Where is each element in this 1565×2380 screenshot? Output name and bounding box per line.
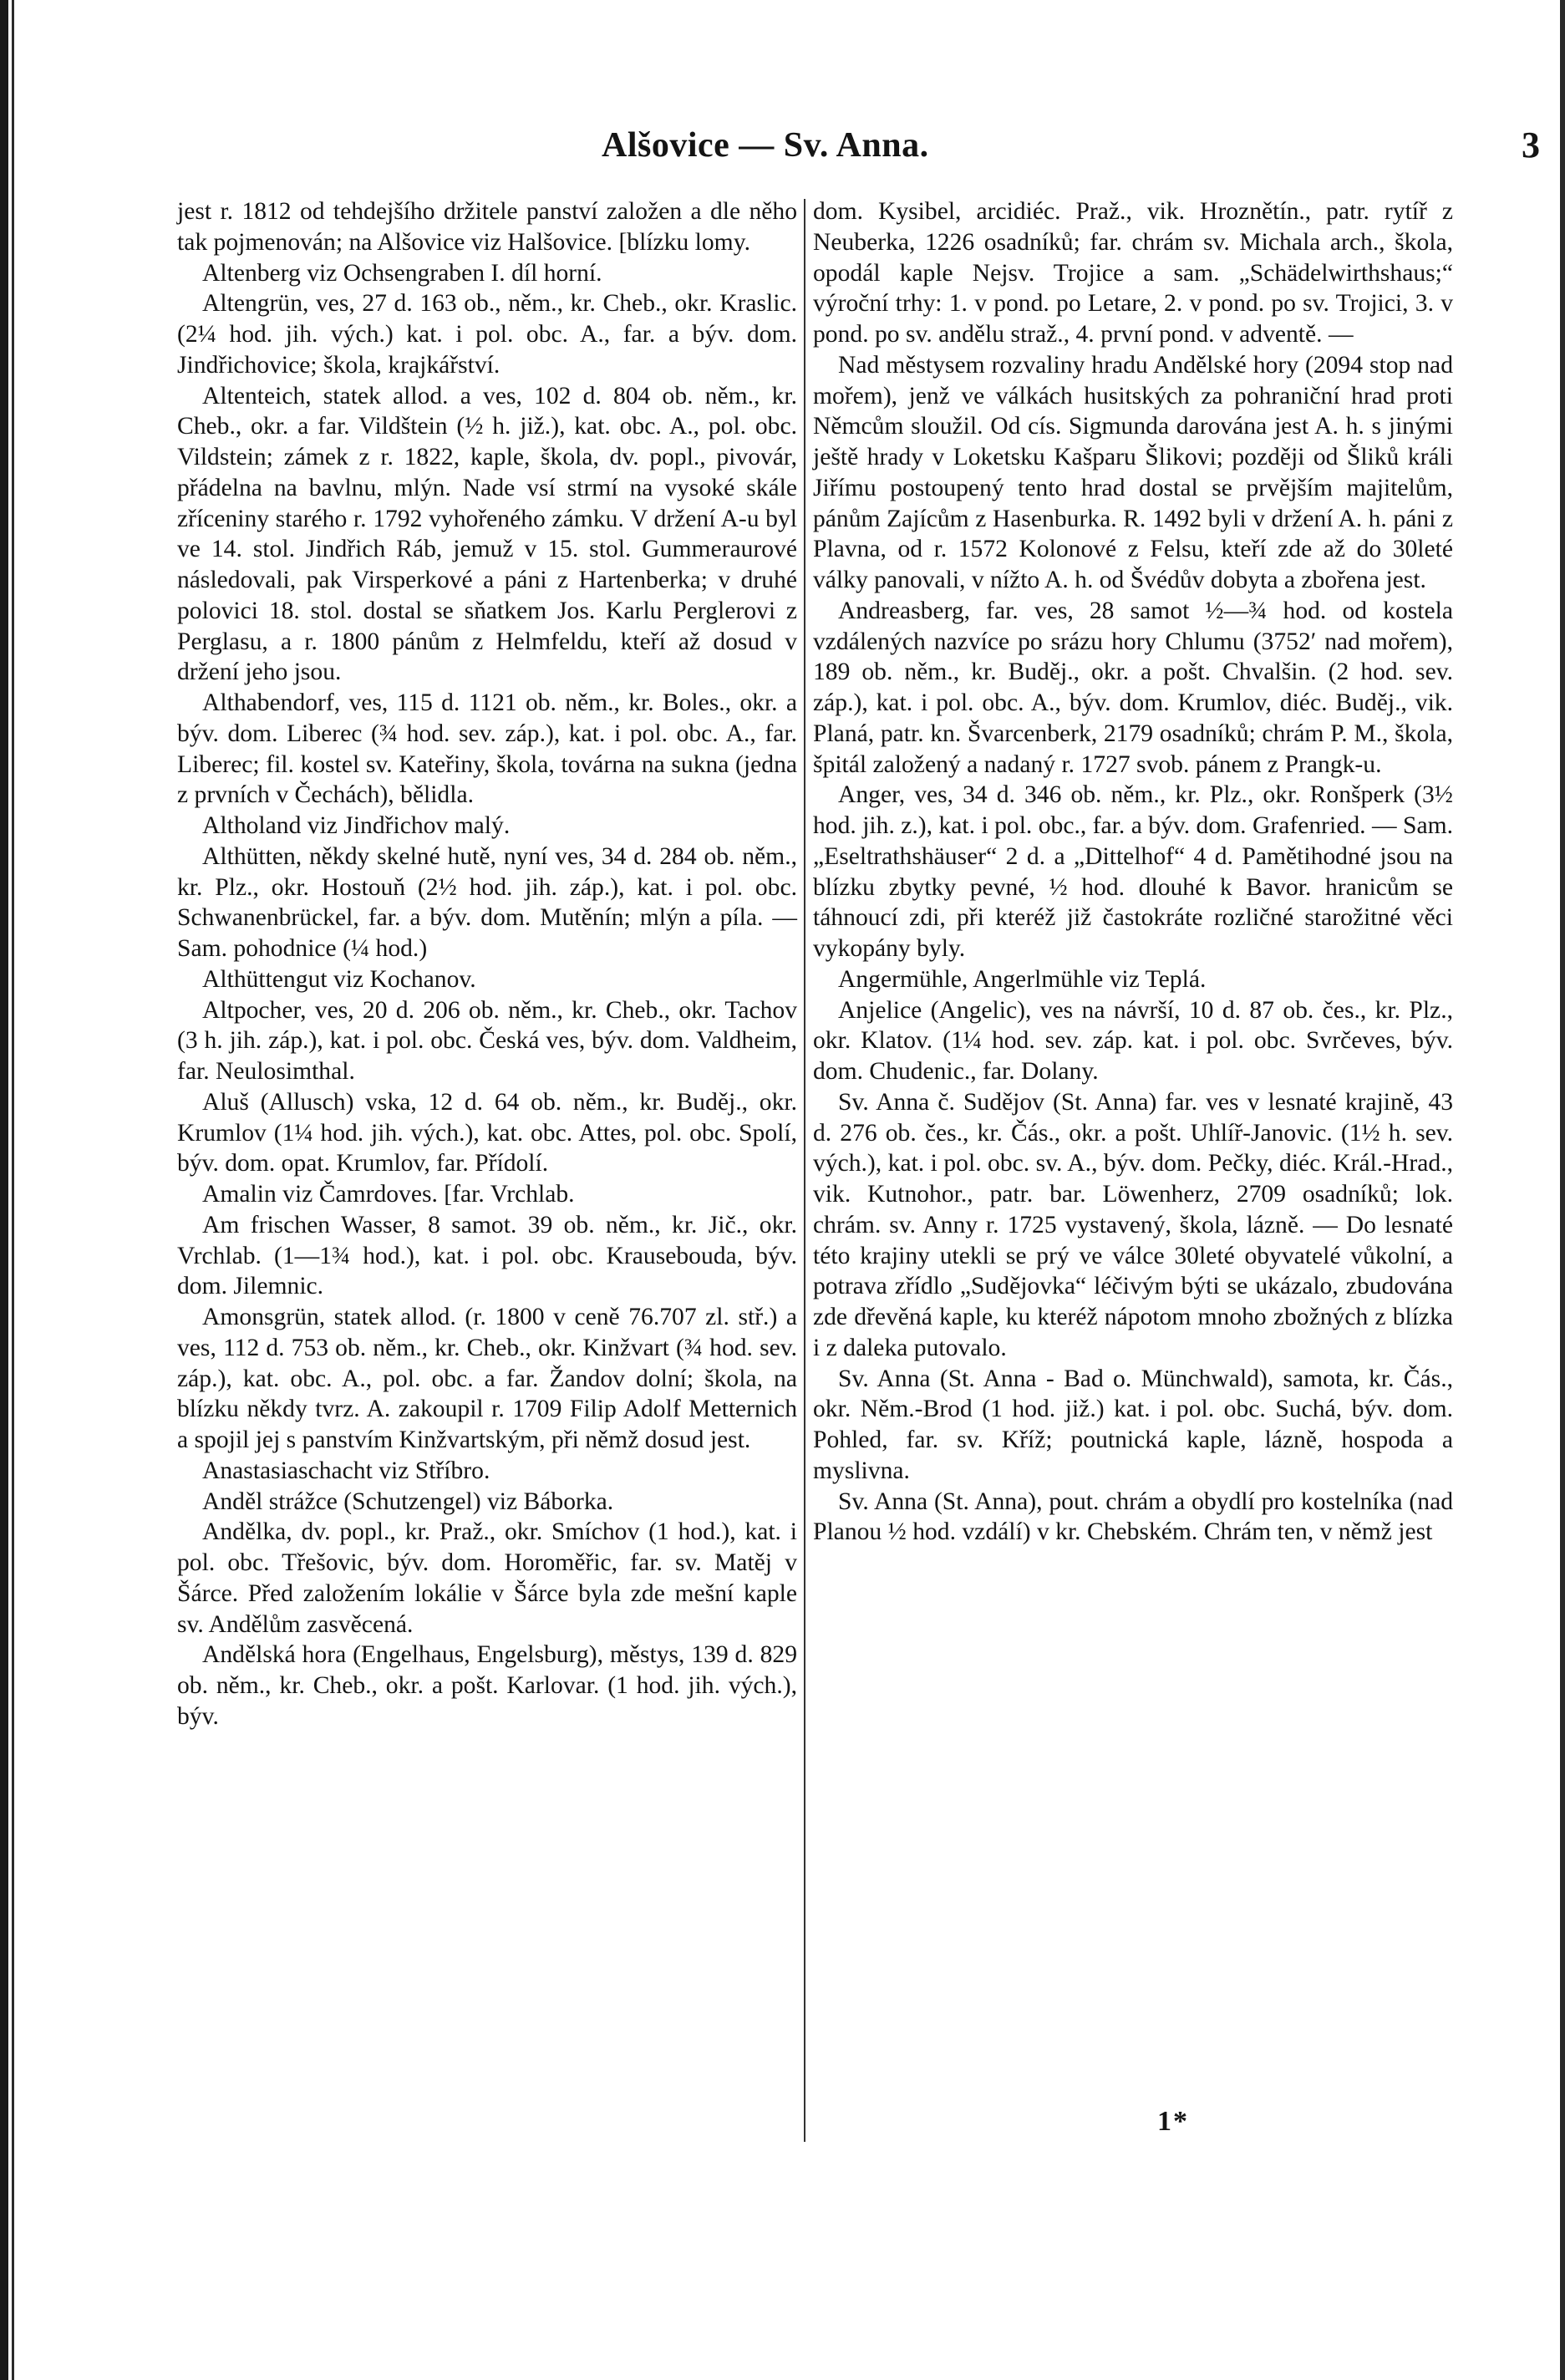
- entry-paragraph: Amonsgrün, statek allod. (r. 1800 v ceně 76.707 zl. stř.) a ves, 112 d. 753 ob. něm., kr. Cheb., okr. Kinžvart (¾ hod. sev. záp.), kat. obc. A., pol. obc. a far. Žandov dolní; škola, na blízku někdy tvrz. A. zakoupil r. 1709 Filip Adolf Metternich a spojil jej s panstvím Kinžvartským, při němž dosud jest.: [177, 1304, 797, 1453]
- entry-paragraph: Altengrün, ves, 27 d. 163 ob., něm., kr. Cheb., okr. Kraslic. (2¼ hod. jih. vých.) kat. i pol. obc. A., far. a býv. dom. Jindřichovice; škola, krajkářství.: [177, 290, 797, 379]
- entry-paragraph: Sv. Anna č. Sudějov (St. Anna) far. ves v lesnaté krajině, 43 d. 276 ob. čes., kr. Čás., okr. a pošt. Uhlíř-Janovic. (1½ h. sev. vých.), kat. i pol. obc. sv. A., býv. dom. Pečky, diéc. Král.-Hrad., vik. Kutnohor., patr. bar. Löwenherz, 2709 osadníků; lok. chrám. sv. Anny r. 1725 vystavený, škola, lázně. — Do lesnaté této krajiny utekli se prý ve válce 30leté obyvatelé vůkolní, a potrava zřídlo „Sudějovka“ léčivým býti se ukázalo, zbudována zde dřevěná kaple, ku kteréž nápotom mnoho zbožných z blízka i z daleka putovalo.: [813, 1088, 1453, 1361]
- entry-paragraph: jest r. 1812 od tehdejšího držitele panství založen a dle něho tak pojmenován; na Alšovice viz Halšovice. [blízku lomy.: [177, 198, 797, 256]
- entry-paragraph: dom. Kysibel, arcidiéc. Praž., vik. Hroznětín., patr. rytíř z Neuberka, 1226 osadníků; far. chrám sv. Michala arch., škola, opodál kaple Nejsv. Trojice a sam. „Schädelwirthshaus;“ výroční trhy: 1. v pond. po Letare, 2. v pond. po sv. Trojici, 3. v pond. po sv. andělu straž., 4. první pond. v adventě. —: [813, 198, 1453, 348]
- running-title: Alšovice — Sv. Anna.: [602, 126, 929, 165]
- entry-paragraph: Sv. Anna (St. Anna - Bad o. Münchwald), samota, kr. Čás., okr. Něm.-Brod (1 hod. již.) kat. i pol. obc. Suchá, býv. dom. Pohled, far. sv. Kříž; poutnická kaple, lázně, hospoda a myslivna.: [813, 1365, 1453, 1484]
- entry-paragraph: Am frischen Wasser, 8 samot. 39 ob. něm., kr. Jič., okr. Vrchlab. (1—1¾ hod.), kat. i pol. obc. Krausebouda, býv. dom. Jilemnic.: [177, 1211, 797, 1300]
- entry-paragraph: Althüttengut viz Kochanov.: [202, 965, 476, 993]
- entry-paragraph: Anastasiaschacht viz Stříbro.: [202, 1457, 490, 1484]
- entry-paragraph: Altholand viz Jindřichov malý.: [202, 812, 511, 839]
- entry-paragraph: Altpocher, ves, 20 d. 206 ob. něm., kr. Cheb., okr. Tachov (3 h. jih. záp.), kat. i pol. obc. Česká ves, býv. dom. Valdheim, far. Neulosimthal.: [177, 996, 797, 1085]
- entry-paragraph: Nad městysem rozvaliny hradu Andělské hory (2094 stop nad mořem), jenž ve válkách husitských za pohraniční hrad proti Němcům sloužil. Od cís. Sigmunda darována jest A. h. s jinými ještě hrady v Loketsku Kašparu Šlikovi; později od Šliků králi Jiřímu postoupený tento hrad dostal se prvějším majitelům, pánům Zajícům z Hasenburka. R. 1492 byli v držení A. h. páni z Plavna, od r. 1572 Kolonové z Felsu, kteří zde až do 30leté války panovali, v nížto A. h. od Švédův dobyta a zbořena jest.: [813, 351, 1453, 593]
- right-column: [813, 196, 1453, 1548]
- scan-border-left: [0, 0, 8, 2380]
- page-number: 3: [1522, 125, 1540, 165]
- entry-paragraph: Altenberg viz Ochsengraben I. díl horní.: [202, 259, 602, 287]
- scan-border-right: [1560, 0, 1565, 2380]
- entry-paragraph: Aluš (Allusch) vska, 12 d. 64 ob. něm., kr. Buděj., okr. Krumlov (1¼ hod. jih. vých.), kat. obc. Attes, pol. obc. Spolí, býv. dom. opat. Krumlov, far. Přídolí.: [177, 1088, 797, 1177]
- entry-paragraph: Angermühle, Angerlmühle viz Teplá.: [838, 965, 1207, 993]
- entry-paragraph: Anjelice (Angelic), ves na návrší, 10 d. 87 ob. čes., kr. Plz., okr. Klatov. (1¼ hod. sev. záp. kat. i pol. obc. Svrčeves, býv. dom. Chudenic., far. Dolany.: [813, 996, 1453, 1085]
- entry-paragraph: Amalin viz Čamrdoves. [far. Vrchlab.: [202, 1181, 575, 1208]
- entry-paragraph: Andělka, dv. popl., kr. Praž., okr. Smíchov (1 hod.), kat. i pol. obc. Třešovic, býv. dom. Horoměřic, far. sv. Matěj v Šárce. Před založením lokálie v Šárce byla zde mešní kaple sv. Andělům zasvěcená.: [177, 1518, 797, 1638]
- left-column: [177, 196, 797, 1732]
- entry-paragraph: Andělská hora (Engelhaus, Engelsburg), městys, 139 d. 829 ob. něm., kr. Cheb., okr. a pošt. Karlovar. (1 hod. jih. vých.), býv.: [177, 1641, 797, 1730]
- entry-paragraph: Anděl strážce (Schutzengel) viz Báborka.: [202, 1488, 614, 1515]
- column-divider: [804, 199, 805, 2142]
- entry-paragraph: Sv. Anna (St. Anna), pout. chrám a obydlí pro kostelníka (nad Planou ½ hod. vzdálí) v kr. Chebském. Chrám ten, v němž jest: [813, 1488, 1453, 1546]
- scan-border-left-inner: [12, 0, 14, 2380]
- entry-paragraph: Althütten, někdy skelné hutě, nyní ves, 34 d. 284 ob. něm., kr. Plz., okr. Hostouň (2½ hod. jih. záp.), kat. i pol. obc. Schwanenbrückel, far. a býv. dom. Mutěnín; mlýn a píla. — Sam. pohodnice (¼ hod.): [177, 842, 797, 962]
- entry-paragraph: Althabendorf, ves, 115 d. 1121 ob. něm., kr. Boles., okr. a býv. dom. Liberec (¾ hod. sev. záp.), kat. i pol. obc. A., far. Liberec; fil. kostel sv. Kateřiny, škola, továrna na sukna (jedna z prvních v Čechách), bělidla.: [177, 689, 797, 809]
- entry-paragraph: Anger, ves, 34 d. 346 ob. něm., kr. Plz., okr. Ronšperk (3½ hod. jih. z.), kat. i pol. obc., far. a býv. dom. Grafenried. — Sam. „Eseltrathshäuser“ 2 d. a „Dittelhof“ 4 d. Pamětihodné jsou na blízku zbytky pevné, ½ hod. dlouhé k Bavor. hranicům se táhnoucí zdi, při kteréž již častokráte rozličné starožitné věci vykopány byly.: [813, 781, 1453, 962]
- printer-signature: 1*: [1157, 2106, 1189, 2137]
- entry-paragraph: Altenteich, statek allod. a ves, 102 d. 804 ob. něm., kr. Cheb., okr. a far. Vildštein (½ h. již.), kat. obc. A., pol. obc. Vildstein; zámek z r. 1822, kaple, škola, dv. popl., pivovár, přádelna na bavlnu, mlýn. Nade vsí strmí na vysoké skále zříceniny starého r. 1792 vyhořeného zámku. V držení A-u byl ve 14. stol. Jindřich Ráb, jemuž v 15. stol. Gummeraurové následovali, pak Virsperkové a páni z Hartenberka; v druhé polovici 18. stol. dostal se sňatkem Jos. Karlu Perglerovi z Perglasu, a r. 1800 pánům z Helmfeldu, kteří až dosud v držení jeho jsou.: [177, 382, 797, 686]
- entry-paragraph: Andreasberg, far. ves, 28 samot ½—¾ hod. od kostela vzdálených nazvíce po srázu hory Chlumu (3752′ nad mořem), 189 ob. něm., kr. Buděj., okr. a pošt. Chvalšin. (2 hod. sev. záp.), kat. i pol. obc. A., býv. dom. Krumlov, diéc. Buděj., vik. Planá, patr. kn. Švarcenberk, 2179 osadníků; chrám P. M., škola, špitál založený a nadaný r. 1727 svob. pánem z Prangk-u.: [813, 597, 1453, 778]
